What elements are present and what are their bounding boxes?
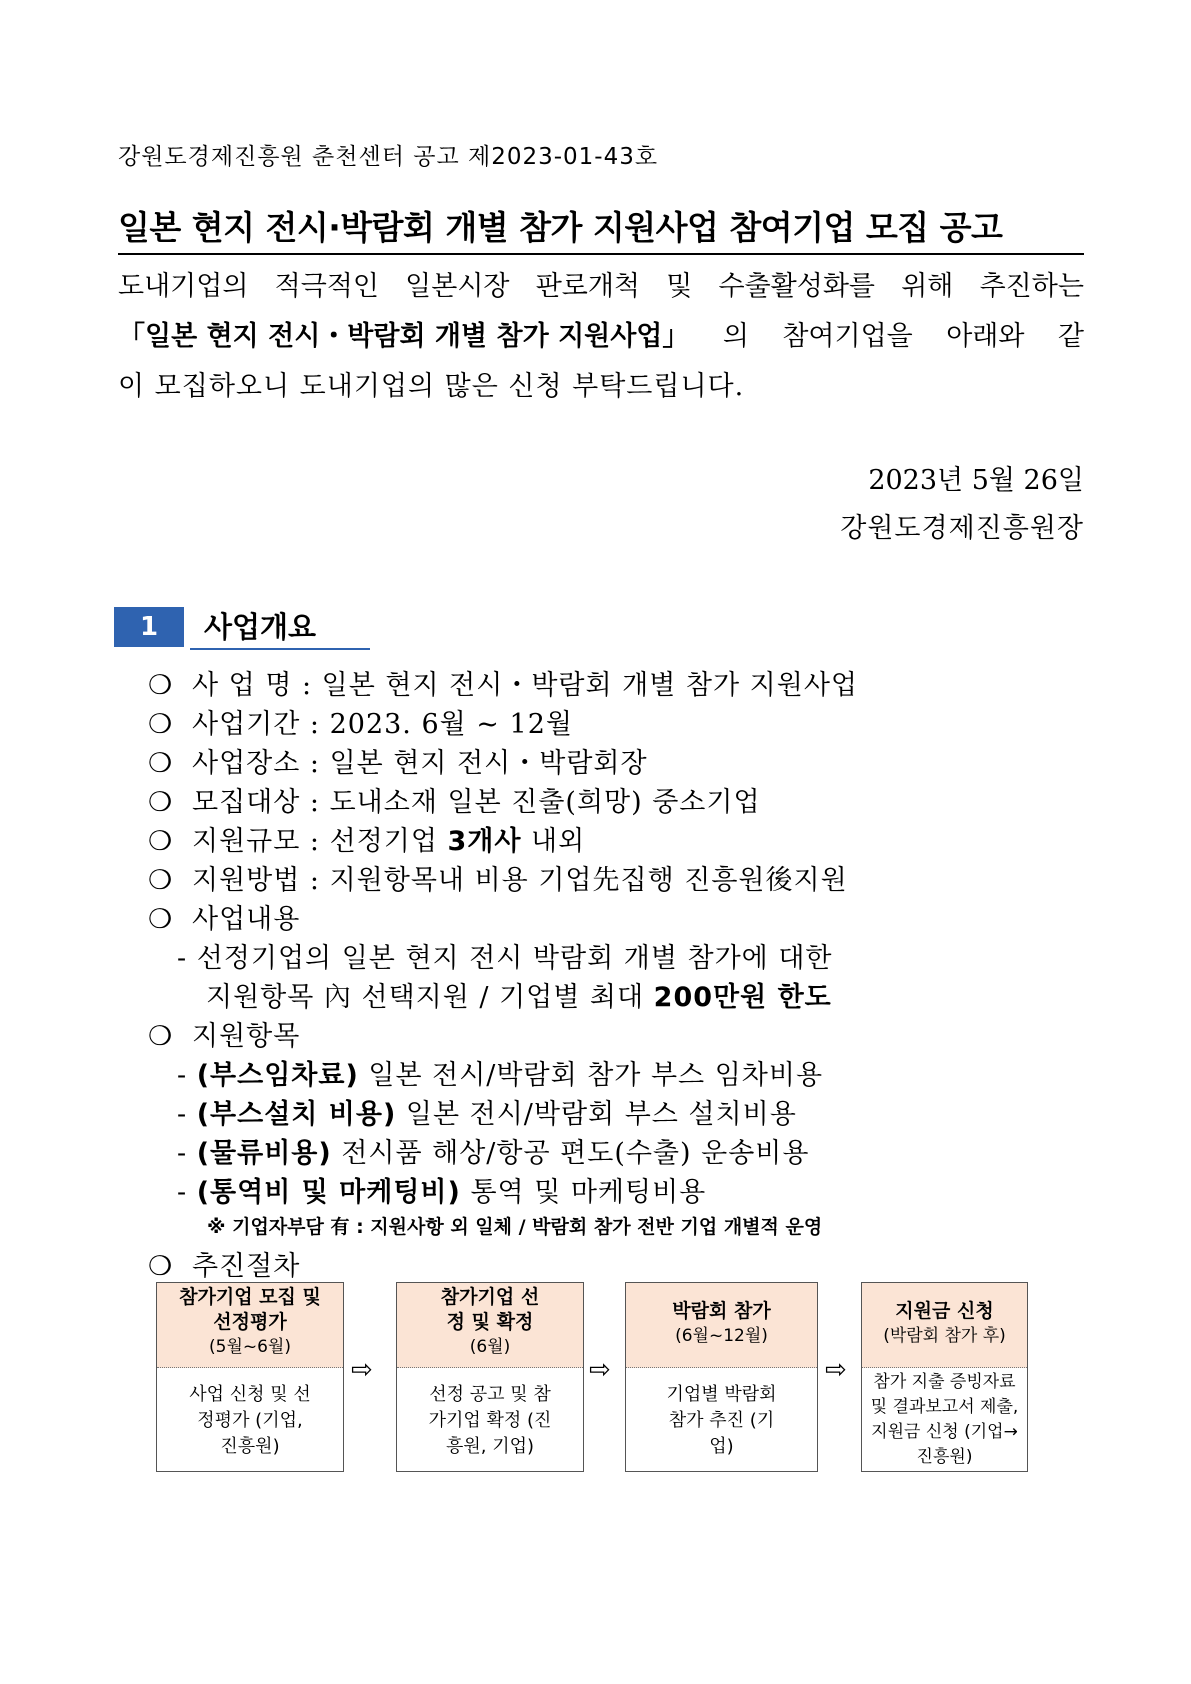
step-period: (6월~12월): [675, 1326, 768, 1346]
dash: -: [177, 1060, 188, 1091]
circle-bullet-icon: ❍: [148, 1021, 174, 1052]
intro-word: 적극적인: [274, 271, 379, 302]
item-text: 지원항목 內 선택지원 / 기업별 최대: [206, 982, 654, 1013]
support-item-bold: (물류비용): [196, 1138, 332, 1169]
content-line-1: - 선정기업의 일본 현지 전시 박람회 개별 참가에 대한: [177, 943, 833, 974]
step-period: (박람회 참가 후): [883, 1326, 1006, 1346]
intro-word: 판로개척: [535, 271, 641, 302]
circle-bullet-icon: ❍: [148, 748, 174, 779]
intro-word: 위해: [901, 271, 954, 302]
section-title: 사업개요: [204, 610, 317, 644]
support-item-bold: (통역비 및 마케팅비): [196, 1177, 461, 1208]
page-title: 일본 현지 전시·박람회 개별 참가 지원사업 참여기업 모집 공고: [118, 202, 1084, 255]
intro-line-3: 이 모집하오니 도내기업의 많은 신청 부탁드립니다.: [118, 371, 745, 402]
intro-word: 아래와: [946, 321, 1025, 352]
intro-word: 의: [722, 321, 749, 352]
notice-number: 강원도경제진흥원 춘천센터 공고 제2023-01-43호: [118, 144, 659, 170]
step-body: 기업별 박람회참가 추진 (기업): [666, 1384, 777, 1457]
step-title: 지원금 신청: [895, 1300, 994, 1322]
arrow-right-icon: ⇨: [825, 1355, 847, 1385]
arrow-right-icon: ⇨: [589, 1355, 611, 1385]
item-text: 사업장소 : 일본 현지 전시・박람회장: [192, 748, 648, 779]
intro-word: 도내기업의: [118, 271, 249, 302]
item-procedure: [148, 1244, 300, 1283]
item-text: 추진절차: [192, 1251, 301, 1282]
issuer-name: 강원도경제진흥원장: [840, 513, 1084, 544]
item-text: 지원항목: [192, 1021, 301, 1052]
item-text: 지원방법 : 지원항목내 비용 기업先집행 진흥원後지원: [192, 865, 848, 896]
circle-bullet-icon: ❍: [148, 904, 174, 935]
item-scale: [148, 819, 585, 858]
notice-date: 2023년 5월 26일: [868, 465, 1084, 496]
item-content: [148, 897, 300, 936]
section-header: [114, 607, 369, 649]
intro-line-1: [118, 262, 1084, 312]
support-item: [177, 1092, 797, 1131]
intro-word: 일본시장: [405, 271, 510, 302]
support-item-bold: (부스임차료): [196, 1060, 359, 1091]
support-item: [177, 1131, 809, 1170]
intro-line-2: [118, 312, 1084, 362]
item-period: [148, 702, 573, 741]
intro-word: 같: [1057, 321, 1084, 352]
circle-bullet-icon: ❍: [148, 826, 174, 857]
step-header: [862, 1283, 1027, 1368]
item-method: [148, 858, 848, 897]
item-text: 지원규모 : 선정기업: [192, 826, 448, 857]
intro-paragraph: [118, 262, 1084, 412]
procedure-step-3: [625, 1282, 818, 1472]
step-title: 참가기업 선정 및 확정: [440, 1286, 540, 1333]
step-body: 참가 지출 증빙자료 및 결과보고서 제출, 지원금 신청 (기업→진흥원): [870, 1372, 1019, 1467]
procedure-step-4: [861, 1282, 1028, 1472]
content-line-2: [206, 975, 832, 1014]
step-period: (5월~6월): [209, 1337, 291, 1357]
step-body: 사업 신청 및 선정평가 (기업, 진흥원): [189, 1384, 311, 1457]
step-header: [157, 1283, 343, 1368]
section-underline: [190, 648, 370, 650]
step-period: (6월): [469, 1337, 511, 1357]
dash: -: [177, 1138, 188, 1169]
item-business-name: [148, 663, 858, 702]
support-item: [177, 1053, 823, 1092]
item-text: 사업내용: [192, 904, 301, 935]
support-item-text: 전시품 해상/항공 편도(수출) 운송비용: [331, 1138, 810, 1169]
self-burden-note: ※ 기업자부담 有 : 지원사항 외 일체 / 박람회 참가 전반 기업 개별적 운영: [207, 1216, 823, 1238]
support-item: [177, 1170, 706, 1209]
circle-bullet-icon: ❍: [148, 1251, 174, 1282]
item-place: [148, 741, 648, 780]
item-target: [148, 780, 761, 819]
circle-bullet-icon: ❍: [148, 709, 174, 740]
support-item-text: 통역 및 마케팅비용: [460, 1177, 707, 1208]
dash: -: [177, 1177, 188, 1208]
program-name-bold: 「일본 현지 전시・박람회 개별 참가 지원사업」: [118, 321, 690, 352]
circle-bullet-icon: ❍: [148, 670, 174, 701]
intro-word: 및: [666, 271, 693, 302]
section-number: 1: [114, 607, 184, 647]
support-item-text: 일본 전시/박람회 참가 부스 임차비용: [358, 1060, 824, 1091]
procedure-step-2: [396, 1282, 584, 1472]
item-text: 사 업 명 : 일본 현지 전시・박람회 개별 참가 지원사업: [192, 670, 858, 701]
step-title: 참가기업 모집 및 선정평가: [179, 1286, 321, 1333]
step-title: 박람회 참가: [672, 1300, 771, 1322]
item-text: 사업기간 : 2023. 6월 ~ 12월: [192, 709, 573, 740]
item-bold-text: 200만원 한도: [653, 982, 832, 1013]
intro-word: 참여기업을: [782, 321, 913, 352]
intro-word: 수출활성화를: [718, 271, 876, 302]
item-support: [148, 1014, 300, 1053]
support-item-text: 일본 전시/박람회 부스 설치비용: [396, 1099, 797, 1130]
step-header: [397, 1283, 583, 1368]
dash: -: [177, 1099, 188, 1130]
support-item-bold: (부스설치 비용): [196, 1099, 397, 1130]
item-bold-text: 3개사: [447, 826, 522, 857]
item-text: 내외: [521, 826, 586, 857]
step-header: [626, 1283, 817, 1368]
item-text: 모집대상 : 도내소재 일본 진출(희망) 중소기업: [192, 787, 761, 818]
procedure-step-1: [156, 1282, 344, 1472]
circle-bullet-icon: ❍: [148, 865, 174, 896]
intro-word: 추진하는: [979, 271, 1084, 302]
arrow-right-icon: ⇨: [351, 1355, 373, 1385]
step-body: 선정 공고 및 참가기업 확정 (진흥원, 기업): [428, 1384, 552, 1457]
circle-bullet-icon: ❍: [148, 787, 174, 818]
